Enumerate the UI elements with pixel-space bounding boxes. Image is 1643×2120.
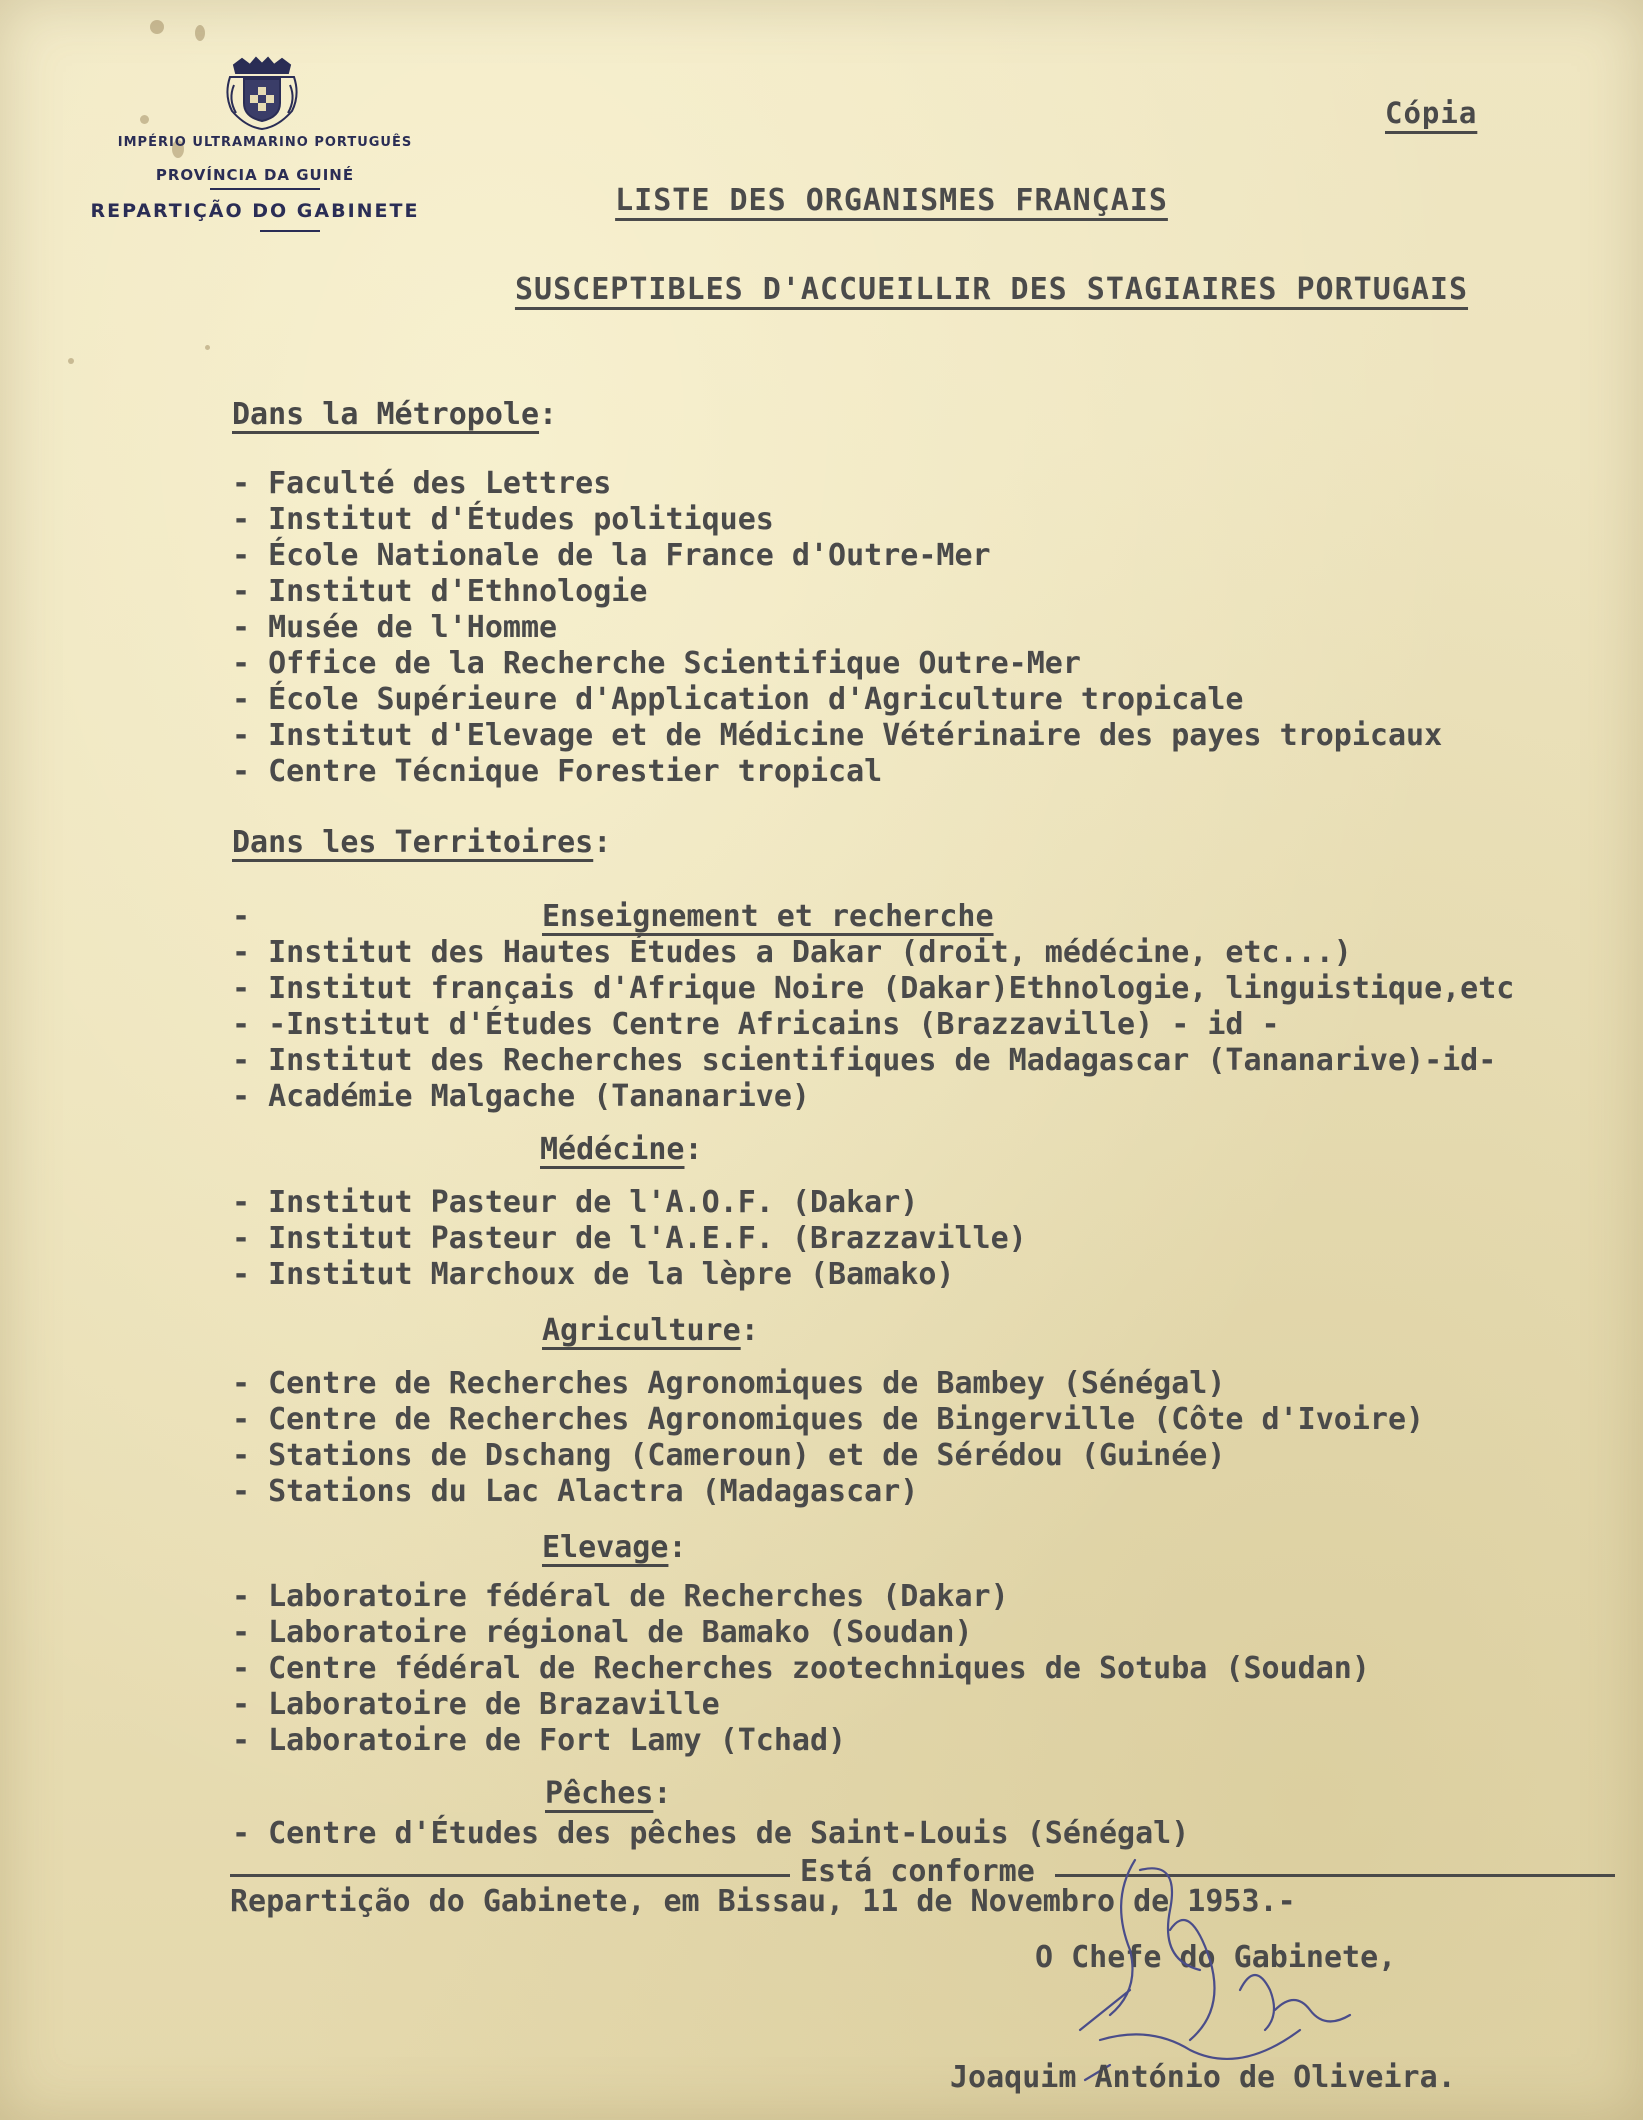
list-item: - Laboratoire régional de Bamako (Soudan) — [232, 1615, 1370, 1651]
certification-rule-left — [230, 1874, 790, 1877]
list-item: - Institut français d'Afrique Noire (Dakar)Ethnologie, linguistique,etc — [232, 971, 1514, 1007]
agriculture-list — [232, 1366, 1424, 1510]
list-item: - Musée de l'Homme — [232, 610, 1442, 646]
subsection-medecine-heading-text: Médécine — [540, 1132, 685, 1167]
coat-of-arms-icon — [220, 55, 304, 131]
certification-text: Está conforme — [800, 1854, 1035, 1889]
list-item: - Laboratoire fédéral de Recherches (Dakar) — [232, 1579, 1370, 1615]
letterhead-empire: IMPÉRIO ULTRAMARINO PORTUGUÊS — [117, 135, 413, 150]
subsection-enseignement-heading: Enseignement et recherche — [542, 899, 994, 934]
paper-stain — [150, 20, 164, 34]
section-territoires-heading-text: Dans les Territoires — [232, 825, 594, 860]
section-metropole-heading-text: Dans la Métropole — [232, 397, 540, 432]
title-line-2-text: SUSCEPTIBLES D'ACCUEILLIR DES STAGIAIRES PORTUGAIS — [514, 272, 1469, 307]
list-item: - Faculté des Lettres — [232, 466, 1442, 502]
letterhead-department: REPARTIÇÃO DO GABINETE — [90, 200, 420, 222]
list-item: - Institut d'Elevage et de Médicine Vétérinaire des payes tropicaux — [232, 718, 1442, 754]
section-metropole-heading: Dans la Métropole: — [232, 397, 558, 432]
list-item: - Centre de Recherches Agronomiques de Bingerville (Côte d'Ivoire) — [232, 1402, 1424, 1438]
list-item: - École Supérieure d'Application d'Agriculture tropicale — [232, 682, 1442, 718]
list-item: - -Institut d'Études Centre Africains (Brazzaville) - id - — [232, 1007, 1514, 1043]
elevage-list — [232, 1579, 1370, 1759]
list-item: - Stations de Dschang (Cameroun) et de Sérédou (Guinée) — [232, 1438, 1424, 1474]
signatory-name: Joaquim António de Oliveira. — [950, 2060, 1456, 2095]
list-item: - Institut d'Ethnologie — [232, 574, 1442, 610]
subsection-agriculture-heading-text: Agriculture — [542, 1313, 741, 1348]
list-item: - Centre d'Études des pêches de Saint-Louis (Sénégal) — [232, 1816, 1189, 1852]
enseignement-list — [232, 935, 1514, 1115]
list-item: - École Nationale de la France d'Outre-Mer — [232, 538, 1442, 574]
signatory-title: O Chefe do Gabinete, — [1035, 1940, 1397, 1975]
list-item: - Académie Malgache (Tananarive) — [232, 1079, 1514, 1115]
list-item: - Centre de Recherches Agronomiques de Bambey (Sénégal) — [232, 1366, 1424, 1402]
list-item: - Laboratoire de Brazaville — [232, 1687, 1370, 1723]
section-territoires-heading: Dans les Territoires: — [232, 825, 612, 860]
subsection-elevage-heading-text: Elevage — [542, 1530, 669, 1565]
subsection-peches-heading: Pêches: — [545, 1776, 672, 1811]
paper-stain — [68, 358, 74, 364]
list-item: - Office de la Recherche Scientifique Outre-Mer — [232, 646, 1442, 682]
letterhead-province: PROVÍNCIA DA GUINÉ — [155, 166, 355, 184]
title-line-1-text: LISTE DES ORGANISMES FRANÇAIS — [615, 183, 1168, 218]
list-item: - Institut Pasteur de l'A.E.F. (Brazzaville) — [232, 1221, 1027, 1257]
paper-stain — [195, 25, 205, 41]
list-item: - Institut des Hautes Études a Dakar (droit, médécine, etc...) — [232, 935, 1514, 971]
title-line-1 — [0, 183, 1643, 218]
subsection-elevage-heading: Elevage: — [542, 1530, 687, 1565]
metropole-list — [232, 466, 1442, 790]
medecine-list — [232, 1185, 1027, 1293]
subsection-medecine-heading: Médécine: — [540, 1132, 703, 1167]
list-item: - Institut Pasteur de l'A.O.F. (Dakar) — [232, 1185, 1027, 1221]
letterhead-rule — [260, 230, 320, 232]
paper-stain — [205, 345, 210, 350]
place-date: Repartição do Gabinete, em Bissau, 11 de Novembro de 1953.- — [230, 1884, 1296, 1919]
list-item: - Institut Marchoux de la lèpre (Bamako) — [232, 1257, 1027, 1293]
subsection-peches-heading-text: Pêches — [545, 1776, 654, 1811]
stray-dash: - — [232, 899, 251, 934]
list-item: - Centre fédéral de Recherches zootechniques de Sotuba (Soudan) — [232, 1651, 1370, 1687]
list-item: - Centre Técnique Forestier tropical — [232, 754, 1442, 790]
list-item: - Institut d'Études politiques — [232, 502, 1442, 538]
subsection-agriculture-heading: Agriculture: — [542, 1313, 759, 1348]
title-line-2 — [0, 272, 1643, 307]
list-item: - Institut des Recherches scientifiques de Madagascar (Tananarive)-id- — [232, 1043, 1514, 1079]
copy-mark: Cópia — [1385, 96, 1478, 130]
list-item: - Laboratoire de Fort Lamy (Tchad) — [232, 1723, 1370, 1759]
list-item: - Stations du Lac Alactra (Madagascar) — [232, 1474, 1424, 1510]
